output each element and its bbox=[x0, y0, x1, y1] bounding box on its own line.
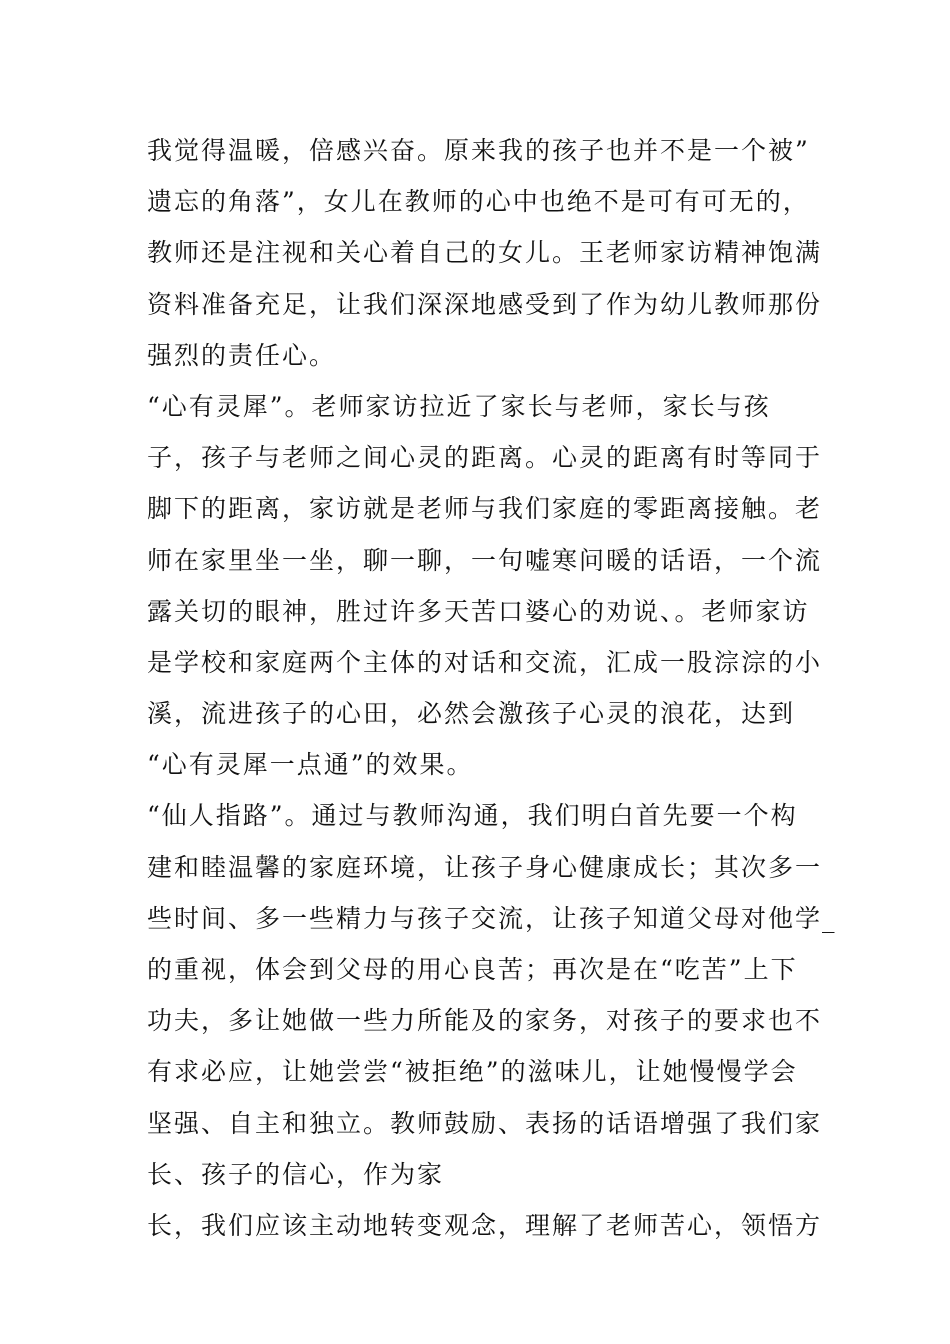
text-line: 我觉得温暖，倍感兴奋。原来我的孩子也并不是一个被” bbox=[147, 136, 810, 165]
text-line: 功夫，多让她做一些力所能及的家务，对孩子的要求也不 bbox=[147, 1006, 823, 1036]
text-line: 的重视，体会到父母的用心良苦；再次是在“吃苦”上下 bbox=[147, 955, 798, 984]
text-line: 有求必应，让她尝尝“被拒绝”的滋味儿，让她慢慢学会 bbox=[147, 1057, 798, 1087]
text-line: 露关切的眼神，胜过许多天苦口婆心的劝说、。老师家访 bbox=[147, 596, 810, 626]
text-line: 坚强、自主和独立。教师鼓励、表扬的话语增强了我们家 bbox=[147, 1108, 823, 1138]
text-line: 长、孩子的信心，作为家 bbox=[147, 1159, 445, 1189]
text-line: 教师还是注视和关心着自己的女儿。王老师家访精神饱满 bbox=[147, 238, 823, 268]
text-line: “心有灵犀”。老师家访拉近了家长与老师，家长与孩 bbox=[147, 391, 771, 421]
text-line: 溪，流进孩子的心田，必然会激孩子心灵的浪花，达到 bbox=[147, 699, 796, 729]
text-line: 脚下的距离，家访就是老师与我们家庭的零距离接触。老 bbox=[147, 494, 823, 524]
text-line: “仙人指路”。通过与教师沟通，我们明白首先要一个构 bbox=[147, 801, 798, 831]
text-line: 子，孩子与老师之间心灵的距离。心灵的距离有时等同于 bbox=[147, 443, 823, 473]
text-line: 长，我们应该主动地转变观念，理解了老师苦心，领悟方 bbox=[147, 1210, 823, 1240]
text-line: 些时间、多一些精力与孩子交流，让孩子知道父母对他学_ bbox=[147, 903, 837, 933]
text-line: 强烈的责任心。 bbox=[147, 340, 337, 370]
text-line: 资料准备充足，让我们深深地感受到了作为幼儿教师那份 bbox=[147, 289, 823, 319]
text-line: 遗忘的角落”，女儿在教师的心中也绝不是可有可无的， bbox=[147, 187, 810, 217]
text-line: 建和睦温馨的家庭环境，让孩子身心健康成长；其次多一 bbox=[147, 852, 823, 882]
text-line: “心有灵犀一点通”的效果。 bbox=[147, 750, 474, 780]
text-line: 师在家里坐一坐，聊一聊，一句嘘寒问暖的话语，一个流 bbox=[147, 545, 823, 575]
body-text bbox=[147, 125, 837, 1251]
text-line: 是学校和家庭两个主体的对话和交流，汇成一股淙淙的小 bbox=[147, 647, 823, 677]
